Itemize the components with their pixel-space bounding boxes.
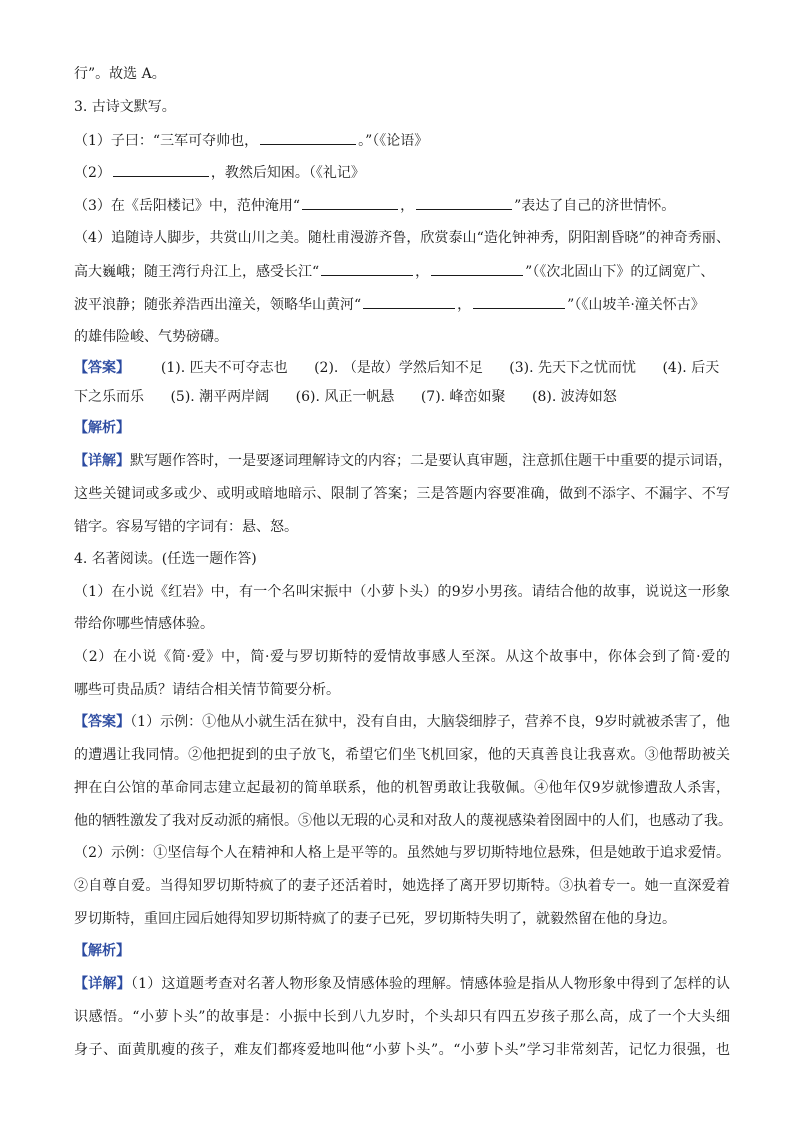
question-text: （3）在《岳阳楼记》中，范仲淹用“ [74, 198, 301, 214]
reading-answer-1-line-3: 押在白公馆的革命同志建立起最初的简单联系，他的机智勇敢让我敬佩。④他年仅9岁就惨遭敌人杀害， [74, 780, 730, 796]
answer-item: (2). （是故）学然后知不足 [314, 360, 483, 376]
analysis-heading [74, 418, 730, 438]
answer-item: (6). 风正一帆悬 [295, 389, 395, 405]
explain-line-2: 识感悟。“小萝卜头”的故事是：小振中长到八九岁时，个头却只有四五岁孩子那么高，成了一个大头细 [74, 1009, 730, 1025]
answer-item: (4). 后天 [662, 360, 720, 376]
detail-tag: 【详解】 [74, 976, 131, 992]
answer-item: (7). 峰峦如聚 [420, 389, 506, 405]
analysis-heading-2 [74, 941, 730, 961]
question-text: ”（《次北固山下》的辽阔宽广、 [525, 264, 715, 280]
question-text: （1）子曰：“三军可夺帅也， [74, 133, 259, 149]
reading-q2-line-1: （2）在小说《简·爱》中，简·爱与罗切斯特的爱情故事感人至深。从这个故事中，你体会到了简·爱的 [74, 649, 730, 665]
question-4-line-2 [74, 261, 730, 282]
question-text: 波平浪静；随张养浩西出潼关，领略华山黄河“ [74, 297, 362, 313]
explain-text: （1）这道题考查对名著人物形象及情感体验的理解。情感体验是指从人物形象中得到了怎样的认 [130, 976, 731, 992]
question-text: 。”（《论语》 [358, 133, 429, 149]
explain-line-1 [74, 974, 730, 994]
reading-answer-1-line-4: 他的牺牲激发了我对反动派的痛恨。⑤他以无瑕的心灵和对敌人的蔑视感染着囹圄中的人们，也感动了我。 [74, 813, 732, 829]
answer-line-2 [74, 387, 730, 407]
answer-blank [302, 195, 398, 210]
answer-item: (3). 先天下之忧而忧 [509, 360, 637, 376]
reading-q1-line-1: （1）在小说《红岩》中，有一个名叫宋振中（小萝卜头）的9岁小男孩。请结合他的故事，说说这一形象 [74, 584, 730, 600]
answer-blank [113, 162, 209, 177]
explain-line-3: 身子、面黄肌瘦的孩子，难友们都疼爱地叫他“小萝卜头”。“小萝卜头”学习非常刻苦，记忆力很强，也 [74, 1042, 730, 1058]
detail-line-2: 这些关键词或多或少、或明或暗地暗示、限制了答案；三是答题内容要准确，做到不添字、不漏字、不写 [74, 486, 730, 502]
question-text: ， [457, 297, 472, 313]
reading-q2-line-2: 哪些可贵品质？请结合相关情节简要分析。 [74, 682, 340, 698]
reading-answer-2-line-1: （2）示例：①坚信每个人在精神和人格上是平等的。虽然她与罗切斯特地位悬殊，但是她敢于追求爱情。 [74, 845, 730, 861]
question-text: ”（《山坡羊·潼关怀古》 [567, 297, 705, 313]
answer-blank [473, 294, 565, 309]
answer-blank [260, 130, 356, 145]
question-text: 高大巍峨；随王湾行舟江上，感受长江“ [74, 264, 320, 280]
question-text: （2） [74, 165, 111, 181]
answer-tag: 【答案】 [74, 360, 130, 376]
answer-line-1 [74, 358, 730, 378]
analysis-tag: 【解析】 [74, 420, 130, 436]
reading-answer-2-line-3: 罗切斯特，重回庄园后她得知罗切斯特疯了的妻子已死，罗切斯特失明了，就毅然留在他的身边。 [74, 911, 676, 927]
answer-item: (5). 潮平两岸阔 [170, 389, 270, 405]
text-line: 行”。故选 A。 [74, 66, 166, 82]
question-4-line-1: （4）追随诗人脚步，共赏山川之美。随杜甫漫游齐鲁，欣赏泰山“造化钟神秀，阴阳割昏晓”的神奇秀丽、 [74, 230, 730, 246]
section-heading-3: 3. 古诗文默写。 [74, 99, 176, 115]
answer-tag: 【答案】 [74, 714, 131, 730]
question-1 [74, 130, 730, 151]
detail-tag: 【详解】 [74, 453, 130, 469]
analysis-tag: 【解析】 [74, 943, 130, 959]
detail-line-3: 错字。容易写错的字词有：悬、怒。 [74, 519, 298, 535]
answer-blank [321, 261, 413, 276]
question-text: ，教然后知困。（《礼记》 [210, 165, 365, 181]
answer-text: （1）示例：①他从小就生活在狱中，没有自由，大脑袋细脖子，营养不良，9岁时就被杀害了，他 [130, 714, 731, 730]
question-3 [74, 195, 730, 216]
answer-item: (8). 波涛如怒 [532, 389, 617, 405]
question-2 [74, 162, 730, 183]
question-text: ”表达了自己的济世情怀。 [514, 198, 676, 214]
question-text: ， [400, 198, 415, 214]
answer-blank [431, 261, 523, 276]
question-4-line-3 [74, 294, 730, 315]
question-text: ， [415, 264, 430, 280]
question-4-line-4: 的雄伟险峻、气势磅礴。 [74, 329, 228, 345]
detail-text: 默写题作答时，一是要逐词理解诗文的内容；二是要认真审题，注意抓住题干中重要的提示词语， [130, 453, 732, 469]
section-heading-4: 4. 名著阅读。(任选一题作答) [74, 551, 257, 567]
answer-item: 下之乐而乐 [74, 389, 144, 405]
answer-blank [416, 195, 512, 210]
reading-answer-1-line-2: 的遭遇让我同情。②他把捉到的虫子放飞，希望它们坐飞机回家，他的天真善良让我喜欢。③他帮助被关 [74, 747, 730, 763]
reading-q1-line-2: 带给你哪些情感体验。 [74, 616, 214, 632]
reading-answer-1-line-1 [74, 712, 730, 732]
reading-answer-2-line-2: ②自尊自爱。当得知罗切斯特疯了的妻子还活着时，她选择了离开罗切斯特。③执着专一。她一直深爱着 [74, 878, 730, 894]
detail-line-1 [74, 451, 730, 471]
answer-blank [363, 294, 455, 309]
answer-item: (1). 匹夫不可夺志也 [160, 360, 288, 376]
